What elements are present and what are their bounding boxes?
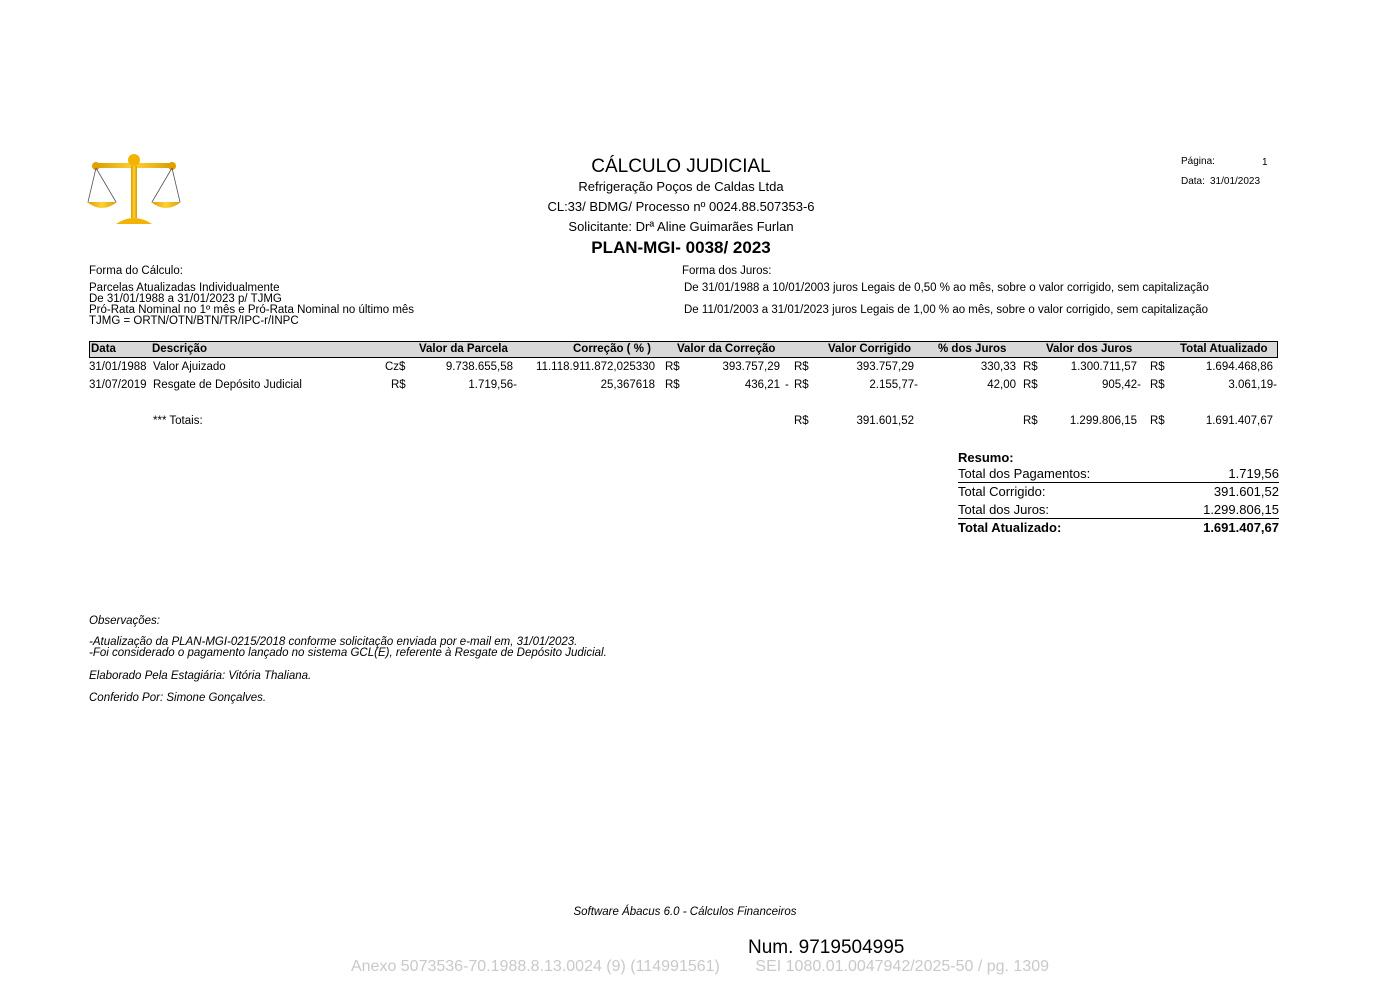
cell-moeda: R$ (1023, 379, 1038, 391)
col-valor-corrigido: Valor Corrigido (828, 343, 912, 355)
summary-label: Total Atualizado: (958, 520, 1062, 535)
cell-total-atualizado: 3.061,19- (1228, 379, 1277, 391)
interest-form-line: De 11/01/2003 a 31/01/2023 juros Legais de 1,00 % ao mês, sobre o valor corrigido, sem capitalização (684, 304, 1208, 316)
cell-pct-juros: 330,33 (980, 361, 1016, 373)
table-header (89, 341, 1278, 358)
summary-label: Total Corrigido: (958, 484, 1046, 499)
cell-correcao: 11.118.911.872,025330 (536, 361, 655, 373)
observations-label: Observações: (89, 615, 160, 627)
checked-by: Conferido Por: Simone Gonçalves. (89, 692, 267, 704)
calc-form-line: Parcelas Atualizadas Individualmente (89, 282, 280, 294)
cell-sinal: - (785, 379, 789, 391)
summary-value: 1.299.806,15 (1203, 502, 1279, 517)
requester: Solicitante: Drª Aline Guimarães Furlan (568, 219, 794, 234)
cell-moeda: R$ (665, 361, 680, 373)
cell-descricao: Resgate de Depósito Judicial (153, 379, 302, 391)
cell-descricao: Valor Ajuizado (153, 361, 226, 373)
page-label: Página: (1181, 156, 1215, 167)
summary-value: 391.601,52 (1213, 484, 1279, 499)
cell-data: 31/07/2019 (89, 379, 147, 391)
table-row (0, 379, 1400, 395)
col-valor-correcao: Valor da Correção (677, 343, 776, 355)
cell-moeda: Cz$ (385, 361, 406, 373)
cell-valor-corrigido: 393.757,29 (856, 361, 914, 373)
cell-moeda: R$ (1023, 361, 1038, 373)
total-atualizado: 1.691.407,67 (1205, 415, 1273, 427)
cell-valor-parcela: 9.738.655,58 (445, 361, 513, 373)
summary-label: Total dos Pagamentos: (958, 466, 1091, 481)
cell-moeda: R$ (794, 379, 809, 391)
software-credit: Software Ábacus 6.0 - Cálculos Financeiros (573, 906, 797, 918)
plan-number: PLAN-MGI- 0038/ 2023 (591, 238, 771, 257)
total-valor-juros: 1.299.806,15 (1069, 415, 1137, 427)
cell-moeda: R$ (1150, 361, 1165, 373)
date-value: 31/01/2023 (1210, 176, 1261, 187)
totals-row (0, 415, 1400, 431)
col-descricao: Descrição (152, 343, 207, 355)
cell-valor-corrigido: 2.155,77- (869, 379, 918, 391)
cell-correcao: 25,367618 (600, 379, 655, 391)
col-total-atualizado: Total Atualizado (1180, 343, 1268, 355)
date-label: Data: (1181, 176, 1205, 187)
document-title: CÁLCULO JUDICIAL (591, 156, 771, 177)
cell-valor-juros: 905,42- (1101, 379, 1141, 391)
col-valor-parcela: Valor da Parcela (419, 343, 508, 355)
cell-moeda: R$ (794, 361, 809, 373)
page-number: 1 (1262, 157, 1268, 168)
cell-data: 31/01/1988 (89, 361, 147, 373)
cell-valor-correcao: 436,21 (744, 379, 780, 391)
cell-moeda: R$ (1023, 415, 1038, 427)
summary-corrigido (958, 484, 1279, 502)
totals-label: *** Totais: (153, 415, 203, 427)
interest-form-label: Forma dos Juros: (682, 265, 772, 277)
cell-valor-correcao: 393.757,29 (722, 361, 780, 373)
cell-valor-parcela: 1.719,56- (468, 379, 517, 391)
cell-pct-juros: 42,00 (987, 379, 1016, 391)
summary-atualizado (958, 520, 1279, 538)
total-valor-corrigido: 391.601,52 (856, 415, 914, 427)
summary-label: Total dos Juros: (958, 502, 1050, 517)
company-name: Refrigeração Poços de Caldas Ltda (578, 179, 784, 194)
cell-moeda: R$ (1150, 379, 1165, 391)
cell-moeda: R$ (665, 379, 680, 391)
summary-divider (958, 482, 1279, 483)
interest-form-line: De 31/01/1988 a 10/01/2003 juros Legais de 0,50 % ao mês, sobre o valor corrigido, sem capitalização (684, 282, 1209, 294)
prepared-by: Elaborado Pela Estagiária: Vitória Thaliana. (89, 670, 312, 682)
observation-line: -Foi considerado o pagamento lançado no sistema GCL(E), referente à Resgate de Depósito Judicial. (89, 647, 607, 659)
calc-form-line: De 31/01/1988 a 31/01/2023 p/ TJMG (89, 293, 282, 305)
process-number: CL:33/ BDMG/ Processo nº 0024.88.507353-6 (547, 199, 815, 214)
cell-moeda: R$ (1150, 415, 1165, 427)
observation-line: -Atualização da PLAN-MGI-0215/2018 conforme solicitação enviada por e-mail em, 31/01/2023. (89, 636, 578, 648)
document-number: Num. 9719504995 (748, 937, 905, 958)
scales-of-justice-icon (86, 152, 182, 232)
col-correcao: Correção ( % ) (573, 343, 651, 355)
col-valor-juros: Valor dos Juros (1046, 343, 1133, 355)
summary-value: 1.691.407,67 (1203, 520, 1279, 535)
summary-value: 1.719,56 (1228, 466, 1279, 481)
cell-total-atualizado: 1.694.468,86 (1205, 361, 1273, 373)
cell-valor-juros: 1.300.711,57 (1070, 361, 1137, 373)
col-pct-juros: % dos Juros (938, 343, 1007, 355)
cell-moeda: R$ (794, 415, 809, 427)
calc-form-line: TJMG = ORTN/OTN/BTN/TR/IPC-r/INPC (89, 315, 299, 327)
calc-form-line: Pró-Rata Nominal no 1º mês e Pró-Rata Nominal no último mês (89, 304, 415, 316)
annex-watermark: Anexo 5073536-70.1988.8.13.0024 (9) (114991561) SEI 1080.01.0047942/2025-50 / pg. 1309 (350, 958, 1050, 975)
calc-form-label: Forma do Cálculo: (89, 265, 183, 277)
table-row (0, 361, 1400, 377)
summary-divider (958, 518, 1279, 519)
summary-title: Resumo: (958, 450, 1014, 465)
cell-moeda: R$ (391, 379, 406, 391)
col-data: Data (91, 343, 116, 355)
